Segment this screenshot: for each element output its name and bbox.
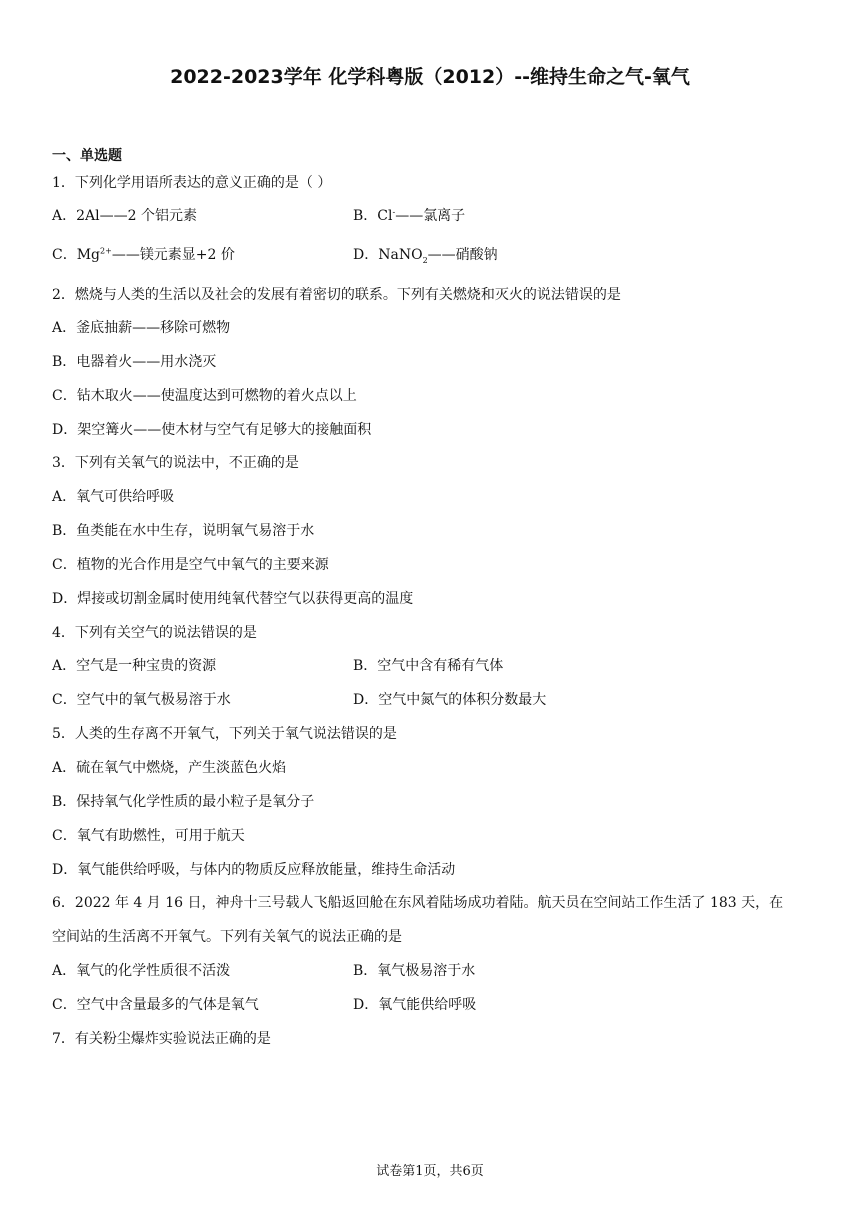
question-stem: 6．2022 年 4 月 16 日，神舟十三号载人飞船返回舱在东风着陆场成功着陆。航天员在空间站工作生活了 183 天，在 (52, 895, 784, 911)
option-text: B．Cl (353, 208, 393, 224)
option-d: D．焊接或切割金属时使用纯氧代替空气以获得更高的温度 (52, 591, 414, 607)
question-stem: 2．燃烧与人类的生活以及社会的发展有着密切的联系。下列有关燃烧和灭火的说法错误的是 (52, 287, 621, 303)
option-c: C．植物的光合作用是空气中氧气的主要来源 (52, 557, 329, 573)
option-a: A．氧气可供给呼吸 (52, 489, 175, 505)
section-heading: 一、单选题 (52, 148, 122, 164)
question-stem-continued: 空间站的生活离不开氧气。下列有关氧气的说法正确的是 (52, 929, 402, 945)
question-stem: 3．下列有关氧气的说法中，不正确的是 (52, 455, 299, 471)
option-c: C．氧气有助燃性，可用于航天 (52, 828, 245, 844)
option-text: ——硝酸钠 (427, 247, 498, 263)
option-text: ——氯离子 (395, 208, 466, 224)
superscript: - (392, 207, 396, 217)
option-text: D．NaNO (353, 247, 423, 263)
option-b: B．空气中含有稀有气体 (353, 658, 504, 674)
question-stem: 1．下列化学用语所表达的意义正确的是（ ） (52, 175, 332, 191)
option-d (353, 246, 498, 264)
subscript: 2 (422, 255, 428, 265)
option-d: D．氧气能供给呼吸 (353, 997, 477, 1013)
option-c (52, 246, 235, 264)
question-stem: 4．下列有关空气的说法错误的是 (52, 625, 257, 641)
superscript: 2+ (100, 246, 112, 256)
option-a: A．空气是一种宝贵的资源 (52, 658, 217, 674)
option-c: C．空气中含量最多的气体是氧气 (52, 997, 259, 1013)
question-stem: 5．人类的生存离不开氧气，下列关于氧气说法错误的是 (52, 726, 397, 742)
option-a: A．釜底抽薪——移除可燃物 (52, 320, 231, 336)
option-c: C．空气中的氧气极易溶于水 (52, 692, 231, 708)
option-text: ——镁元素显+2 价 (111, 247, 235, 263)
option-d: D．氧气能供给呼吸，与体内的物质反应释放能量，维持生命活动 (52, 862, 456, 878)
option-c: C．钻木取火——使温度达到可燃物的着火点以上 (52, 388, 357, 404)
option-b: B．电器着火——用水浇灭 (52, 354, 217, 370)
option-b: B．保持氧气化学性质的最小粒子是氧分子 (52, 794, 315, 810)
option-b: B．氧气极易溶于水 (353, 963, 476, 979)
option-d: D．架空篝火——使木材与空气有足够大的接触面积 (52, 422, 372, 438)
option-b: B．鱼类能在水中生存，说明氧气易溶于水 (52, 523, 315, 539)
question-stem: 7．有关粉尘爆炸实验说法正确的是 (52, 1031, 271, 1047)
option-a: A．硫在氧气中燃烧，产生淡蓝色火焰 (52, 760, 287, 776)
option-a: A．氧气的化学性质很不活泼 (52, 963, 231, 979)
option-text: C．Mg (52, 247, 101, 263)
option-d: D．空气中氮气的体积分数最大 (353, 692, 547, 708)
option-a: A．2Al——2 个铝元素 (52, 208, 197, 224)
page-footer: 试卷第1页，共6页 (376, 1164, 484, 1179)
option-b (353, 207, 465, 225)
page-title: 2022-2023学年 化学科粤版（2012）--维持生命之气-氧气 (170, 66, 690, 88)
